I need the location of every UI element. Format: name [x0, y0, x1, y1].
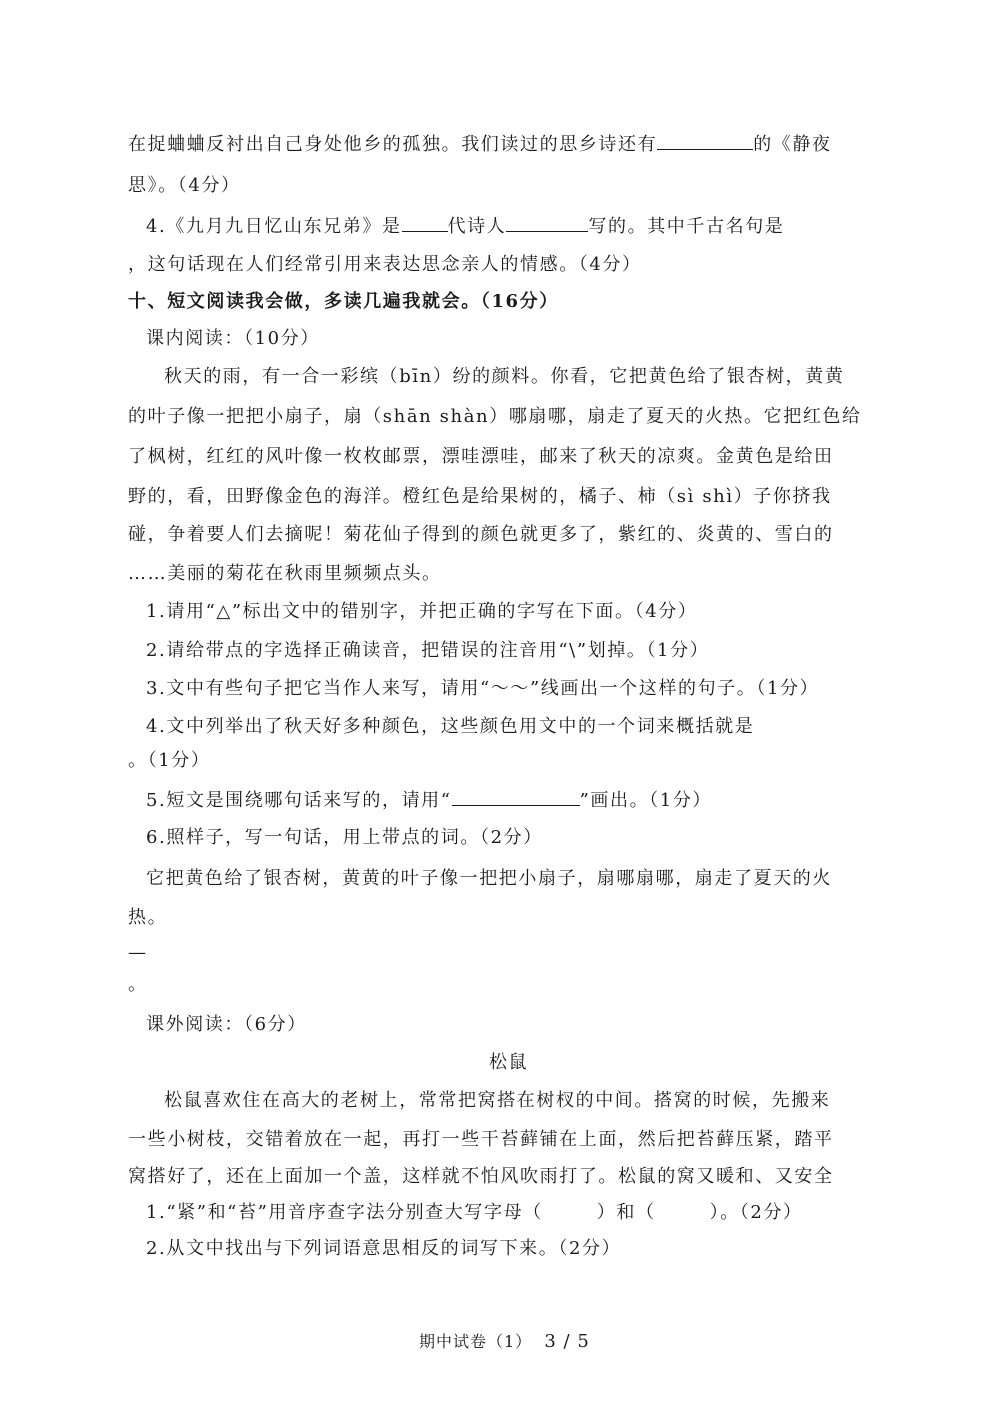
story-line: 松鼠喜欢住在高大的老树上，常常把窝搭在树杈的中间。搭窝的时候，先搬来: [164, 1090, 831, 1111]
passage-line: ……美丽的菊花在秋雨里频频点头。: [128, 563, 442, 584]
page-footer: [419, 1329, 590, 1355]
passage-line: 了枫树，红红的风叶像一枚枚邮票，漂哇漂哇，邮来了秋天的凉爽。金黄色是给田: [128, 446, 834, 467]
question-6: 6.照样子，写一句话，用上带点的词。（2分）: [146, 827, 543, 848]
exam-label: 期中试卷（1）: [419, 1332, 533, 1351]
passage-line: 碰，争着要人们去摘呢！菊花仙子得到的颜色就更多了，紫红的、炎黄的、雪白的: [128, 524, 834, 545]
answer-blank[interactable]: [402, 213, 448, 232]
outclass-reading-label: 课外阅读：（6分）: [146, 1014, 307, 1035]
page-number: 3 / 5: [544, 1331, 590, 1352]
passage-line: 野的，看，田野像金色的海洋。橙红色是给果树的，橘子、柿（sì shì）子你挤我: [128, 486, 832, 507]
passage-line: 的叶子像一把把小扇子，扇（shān shàn）哪扇哪，扇走了夏天的火热。它把红色给: [128, 406, 862, 427]
example-sentence-end: 热。: [128, 907, 168, 928]
answer-blank[interactable]: [506, 213, 588, 232]
answer-line-start[interactable]: —: [128, 942, 148, 963]
question-4: 4.文中列举出了秋天好多种颜色，这些颜色用文中的一个词来概括就是: [146, 716, 755, 737]
answer-blank[interactable]: [657, 131, 753, 150]
question-4-line2: 。（1分）: [128, 750, 211, 771]
story-title: 松鼠: [489, 1052, 529, 1073]
inclass-reading-label: 课内阅读：（10分）: [146, 328, 320, 349]
s9-line2: 思》。（4分）: [128, 175, 241, 196]
story-line: 一些小树枝，交错着放在一起，再打一些干苔藓铺在上面，然后把苔藓压紧，踏平: [128, 1129, 834, 1150]
question-1: 1.请用“△”标出文中的错别字，并把正确的字写在下面。（4分）: [146, 601, 698, 622]
question-3: 3.文中有些句子把它当作人来写，请用“～～”线画出一个这样的句子。（1分）: [146, 678, 820, 699]
s9-q4-line2: ，这句话现在人们经常引用来表达思念亲人的情感。（4分）: [128, 254, 642, 275]
example-sentence: 它把黄色给了银杏树，黄黄的叶子像一把把小扇子，扇哪扇哪，扇走了夏天的火: [146, 868, 832, 889]
story-line: 窝搭好了，还在上面加一个盖，这样就不怕风吹雨打了。松鼠的窝又暖和、又安全: [128, 1166, 834, 1187]
s9-line1: 在捉蛐蛐反衬出自己身处他乡的孤独。我们读过的思乡诗还有 的《静夜: [128, 131, 832, 158]
passage-line: 秋天的雨，有一合一彩缤（bīn）纷的颜料。你看，它把黄色给了银杏树，黄黄: [164, 366, 845, 387]
outclass-question-1: 1.“紧”和“苔”用音序查字法分别查大写字母（ ）和（ ）。（2分）: [146, 1202, 803, 1223]
underline-marker: [452, 787, 580, 806]
question-5: 5.短文是围绕哪句话来写的，请用“ ”画出。（1分）: [146, 787, 712, 814]
outclass-question-2: 2.从文中找出与下列词语意思相反的词写下来。（2分）: [146, 1238, 622, 1259]
answer-line-end: 。: [128, 974, 148, 995]
question-2: 2.请给带点的字选择正确读音，把错误的注音用“\”划掉。（1分）: [146, 640, 710, 661]
s9-q4: 4.《九月九日忆山东兄弟》是 代诗人 写的。其中千古名句是: [146, 213, 784, 240]
section-title: 十、短文阅读我会做，多读几遍我就会。（16分）: [128, 291, 559, 312]
